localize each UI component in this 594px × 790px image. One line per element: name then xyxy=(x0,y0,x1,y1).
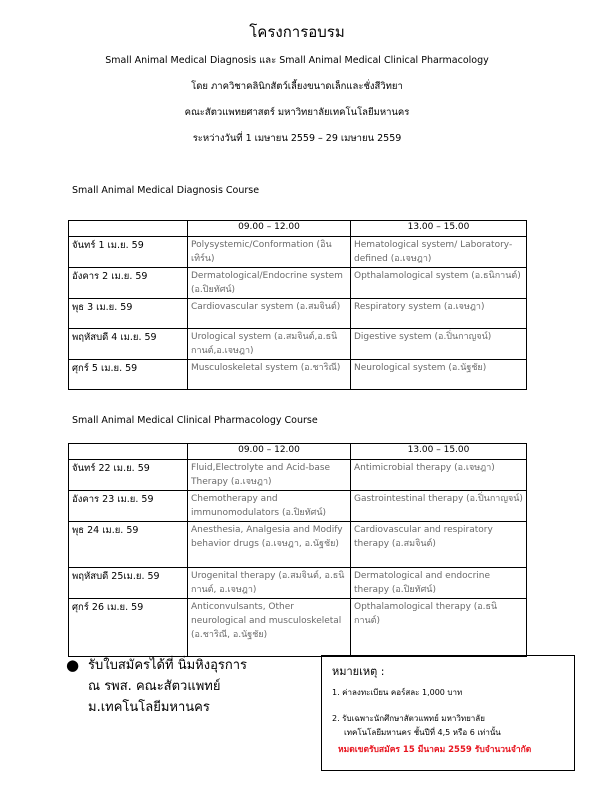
day-cell: อังคาร 23 เม.ย. 59 xyxy=(69,491,188,522)
afternoon-cell: Digestive system (อ.ปิ่นกาญจน์) xyxy=(351,329,527,360)
header-morning: 09.00 – 12.00 xyxy=(188,444,351,460)
day-cell: พฤหัสบดี 25เม.ย. 59 xyxy=(69,568,188,599)
morning-cell: Anticonvulsants, Other neurological and musculoskeletal (อ.ชาริณี, อ.นัฐชัย) xyxy=(188,599,351,657)
morning-cell: Chemotherapy and immunomodulators (อ.ปิยทัศน์) xyxy=(188,491,351,522)
header-morning: 09.00 – 12.00 xyxy=(188,221,351,237)
date-range-line: ระหว่างวันที่ 1 เมษายน 2559 – 29 เมษายน 2559 xyxy=(192,133,402,144)
afternoon-cell: Antimicrobial therapy (อ.เจษฎา) xyxy=(351,460,527,491)
header-afternoon: 13.00 – 15.00 xyxy=(351,444,527,460)
table-row xyxy=(69,460,527,491)
table-row xyxy=(69,491,527,522)
registration-line-1: รับใบสมัครได้ที่ นิ่มหิงอุรการ xyxy=(88,658,248,673)
afternoon-cell: Opthalamological therapy (อ.ธนิกานต์) xyxy=(351,599,527,657)
afternoon-cell: Hematological system/ Laboratory-defined (อ.เจษฎา) xyxy=(351,237,527,268)
table-row xyxy=(69,360,527,390)
afternoon-cell: Gastrointestinal therapy (อ.ปิ่นกาญจน์) xyxy=(351,491,527,522)
morning-cell: Musculoskeletal system (อ.ชาริณี) xyxy=(188,360,351,390)
course1-schedule-table xyxy=(68,220,527,390)
header-afternoon: 13.00 – 15.00 xyxy=(351,221,527,237)
bullet-icon: ● xyxy=(66,656,80,674)
table-row xyxy=(69,522,527,568)
faculty-line: คณะสัตวแพทยศาสตร์ มหาวิทยาลัยเทคโนโลยีมหานคร xyxy=(184,107,410,118)
table-row xyxy=(69,329,527,360)
registration-line-2: ณ รพส. คณะสัตวแพทย์ xyxy=(88,679,221,694)
course-names-line: Small Animal Medical Diagnosis และ Small Animal Medical Clinical Pharmacology xyxy=(105,55,489,66)
registration-line-3: ม.เทคโนโลยีมหานคร xyxy=(88,700,210,715)
remarks-item-eligibility: 2. รับเฉพาะนักศึกษาสัตวแพทย์ มหาวิทยาลัย xyxy=(332,714,485,723)
morning-cell: Urological system (อ.สมจินต์,อ.ธนิกานต์,อ.เจษฎา) xyxy=(188,329,351,360)
table-header-row xyxy=(69,221,527,237)
day-cell: พุธ 3 เม.ย. 59 xyxy=(69,299,188,329)
table-row xyxy=(69,268,527,299)
morning-cell: Anesthesia, Analgesia and Modify behavior drugs (อ.เจษฎา, อ.นัฐชัย) xyxy=(188,522,351,568)
morning-cell: Cardiovascular system (อ.สมจินต์) xyxy=(188,299,351,329)
day-cell: อังคาร 2 เม.ย. 59 xyxy=(69,268,188,299)
remarks-heading: หมายเหตุ : xyxy=(332,665,385,678)
afternoon-cell: Respiratory system (อ.เจษฎา) xyxy=(351,299,527,329)
remarks-item-fee: 1. ค่าลงทะเบียน คอร์สละ 1,000 บาท xyxy=(332,688,463,697)
morning-cell: Dermatological/Endocrine system (อ.ปิยทัศน์) xyxy=(188,268,351,299)
remarks-box xyxy=(321,655,575,771)
table-row xyxy=(69,568,527,599)
course2-title: Small Animal Medical Clinical Pharmacology Course xyxy=(72,415,318,426)
morning-cell: Polysystemic/Conformation (อินเทิร์น) xyxy=(188,237,351,268)
course1-title: Small Animal Medical Diagnosis Course xyxy=(72,185,260,196)
day-cell: จันทร์ 22 เม.ย. 59 xyxy=(69,460,188,491)
header-day xyxy=(69,221,188,237)
morning-cell: Fluid,Electrolyte and Acid-base Therapy (อ.เจษฎา) xyxy=(188,460,351,491)
organizer-line: โดย ภาควิชาคลินิกสัตว์เลี้ยงขนาดเล็กและชั่งสีวิทยา xyxy=(191,81,403,92)
day-cell: จันทร์ 1 เม.ย. 59 xyxy=(69,237,188,268)
course2-schedule-table xyxy=(68,443,527,657)
table-header-row xyxy=(69,444,527,460)
afternoon-cell: Dermatological and endocrine therapy (อ.ปิยทัศน์) xyxy=(351,568,527,599)
day-cell: ศุกร์ 5 เม.ย. 59 xyxy=(69,360,188,390)
afternoon-cell: Cardiovascular and respiratory therapy (อ.สมจินต์) xyxy=(351,522,527,568)
morning-cell: Urogenital therapy (อ.สมจินต์, อ.ธนิกานต์, อ.เจษฎา) xyxy=(188,568,351,599)
header-day xyxy=(69,444,188,460)
day-cell: พุธ 24 เม.ย. 59 xyxy=(69,522,188,568)
day-cell: ศุกร์ 26 เม.ย. 59 xyxy=(69,599,188,657)
remarks-item-eligibility-cont: เทคโนโลยีมหานคร ชั้นปีที่ 4,5 หรือ 6 เท่านั้น xyxy=(344,728,501,737)
table-row xyxy=(69,599,527,657)
table-row xyxy=(69,299,527,329)
deadline-notice: หมดเขตรับสมัคร 15 มีนาคม 2559 รับจำนวนจำกัด xyxy=(338,745,532,755)
afternoon-cell: Neurological system (อ.นัฐชัย) xyxy=(351,360,527,390)
table-row xyxy=(69,237,527,268)
day-cell: พฤหัสบดี 4 เม.ย. 59 xyxy=(69,329,188,360)
page-title: โครงการอบรม xyxy=(249,23,345,41)
afternoon-cell: Opthalamological system (อ.ธนิกานต์) xyxy=(351,268,527,299)
